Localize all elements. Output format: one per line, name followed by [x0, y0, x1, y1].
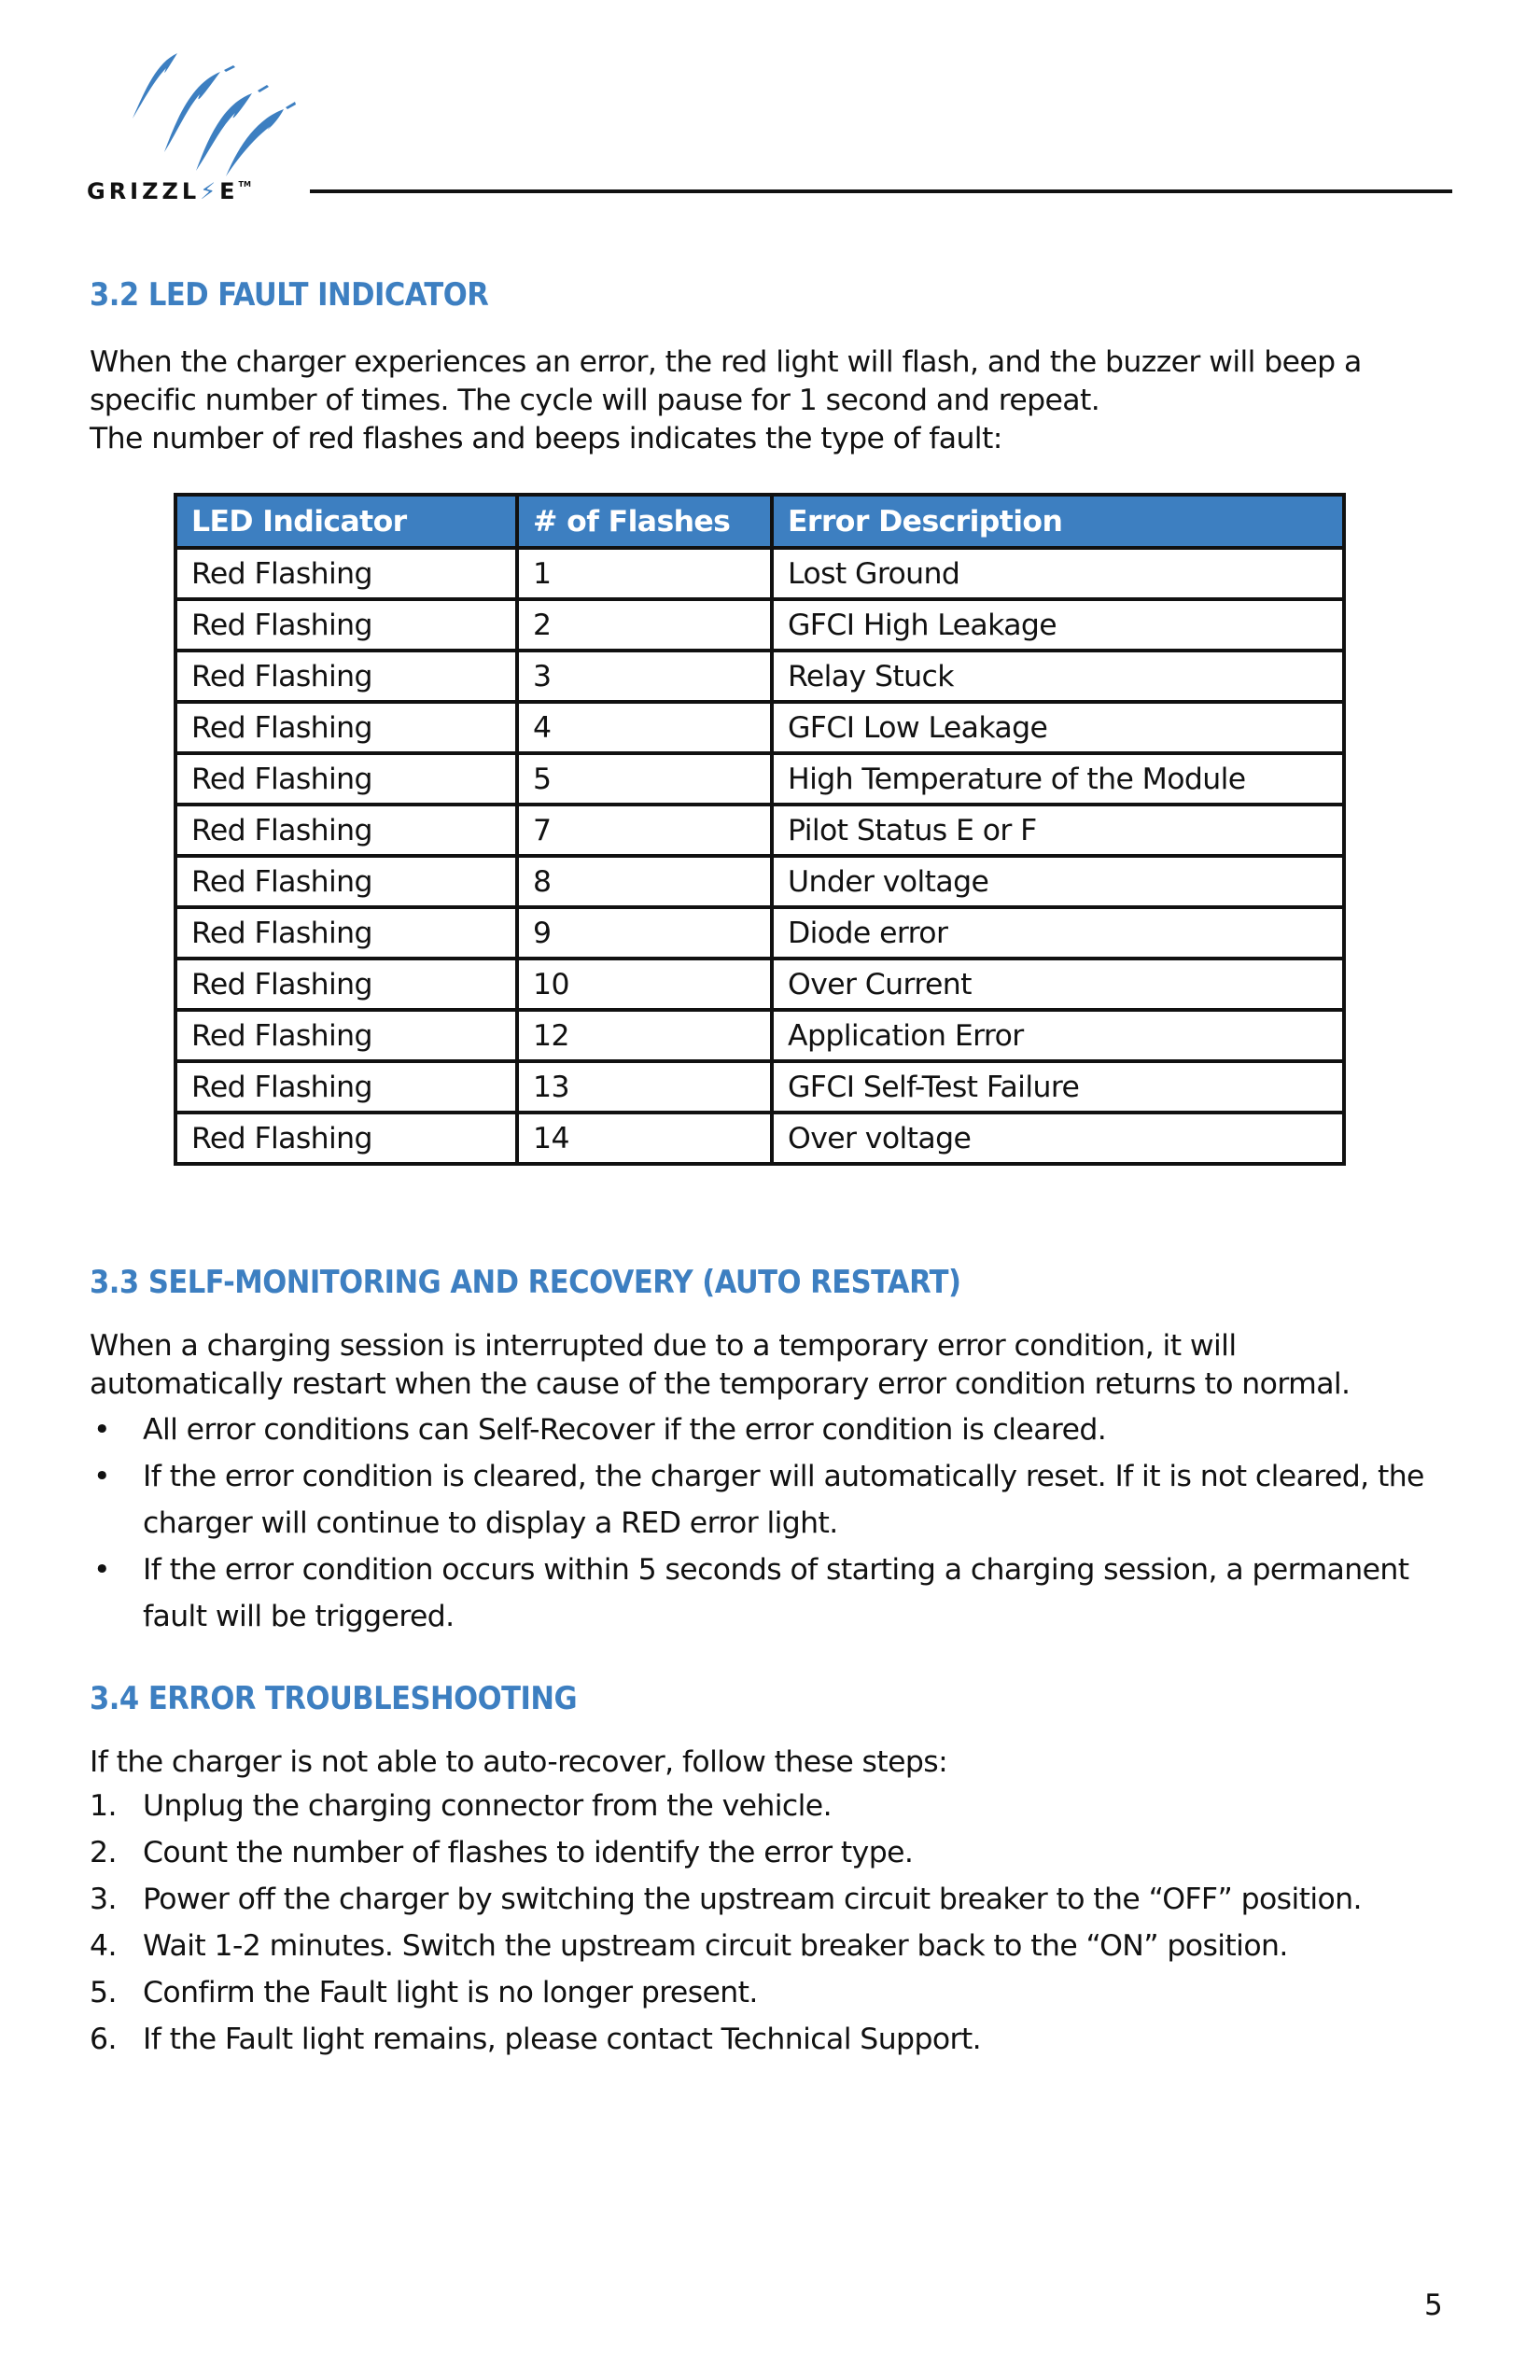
section-3-2-heading: 3.2 LED FAULT INDICATOR	[90, 276, 489, 314]
error-description-cell: High Temperature of the Module	[772, 753, 1344, 805]
step-number: 4.	[90, 1929, 117, 1963]
led-indicator-cell: Red Flashing	[175, 1113, 517, 1164]
claw-marks-icon	[119, 51, 297, 177]
led-indicator-cell: Red Flashing	[175, 1010, 517, 1061]
flash-count-cell: 14	[517, 1113, 772, 1164]
error-description-cell: Over voltage	[772, 1113, 1344, 1164]
led-indicator-cell: Red Flashing	[175, 702, 517, 753]
flash-count-cell: 4	[517, 702, 772, 753]
led-indicator-cell: Red Flashing	[175, 959, 517, 1010]
error-description-cell: GFCI High Leakage	[772, 599, 1344, 651]
header-divider	[310, 189, 1452, 193]
step-item: 1. Unplug the charging connector from the vehicle.	[90, 1783, 1462, 1829]
list-item: • If the error condition occurs within 5 seconds of starting a charging session, a permanent fault will be triggered.	[90, 1547, 1462, 1640]
flash-count-cell: 13	[517, 1061, 772, 1113]
section-3-4-heading: 3.4 ERROR TROUBLESHOOTING	[90, 1680, 578, 1717]
table-row	[175, 1010, 1344, 1061]
error-description-cell: Relay Stuck	[772, 651, 1344, 702]
column-header-led-indicator: LED Indicator	[175, 495, 517, 548]
error-description-cell: Diode error	[772, 907, 1344, 959]
step-number: 1.	[90, 1789, 117, 1823]
section-3-3-intro: When a charging session is interrupted due to a temporary error condition, it will automatically restart when the cause of the temporary error condition returns to normal.	[90, 1329, 1351, 1401]
recovery-bullet-list	[90, 1407, 1462, 1640]
step-item: 6. If the Fault light remains, please contact Technical Support.	[90, 2016, 1462, 2063]
error-description-cell: Application Error	[772, 1010, 1344, 1061]
flash-count-cell: 7	[517, 805, 772, 856]
flash-count-cell: 3	[517, 651, 772, 702]
table-row	[175, 702, 1344, 753]
flash-count-cell: 10	[517, 959, 772, 1010]
table-row	[175, 805, 1344, 856]
table-row	[175, 651, 1344, 702]
table-header-row	[175, 495, 1344, 548]
step-item: 5. Confirm the Fault light is no longer present.	[90, 1969, 1462, 2016]
led-indicator-cell: Red Flashing	[175, 1061, 517, 1113]
error-description-cell: Under voltage	[772, 856, 1344, 907]
table-row	[175, 907, 1344, 959]
step-item: 4. Wait 1-2 minutes. Switch the upstream circuit breaker back to the “ON” position.	[90, 1923, 1462, 1969]
table-row	[175, 548, 1344, 599]
bullet-icon: •	[93, 1413, 110, 1447]
section-3-2-intro: When the charger experiences an error, the red light will flash, and the buzzer will beep a specific number of times. The cycle will pause for 1 second and repeat. The number of red flashes and beeps indicates the type of fault:	[90, 345, 1362, 455]
led-indicator-cell: Red Flashing	[175, 753, 517, 805]
table-row	[175, 1061, 1344, 1113]
led-indicator-cell: Red Flashing	[175, 548, 517, 599]
troubleshooting-steps	[90, 1783, 1462, 2063]
error-description-cell: Pilot Status E or F	[772, 805, 1344, 856]
step-number: 6.	[90, 2023, 117, 2056]
flash-count-cell: 8	[517, 856, 772, 907]
brand-wordmark: GRIZZL⚡E™	[87, 178, 251, 204]
table-row	[175, 753, 1344, 805]
led-indicator-cell: Red Flashing	[175, 805, 517, 856]
table-row	[175, 599, 1344, 651]
section-3-3-heading: 3.3 SELF-MONITORING AND RECOVERY (AUTO RESTART)	[90, 1264, 961, 1301]
section-3-4-intro: If the charger is not able to auto-recover, follow these steps:	[90, 1745, 948, 1779]
list-item: • If the error condition is cleared, the charger will automatically reset. If it is not cleared, the charger will continue to display a RED error light.	[90, 1453, 1462, 1547]
error-description-cell: GFCI Low Leakage	[772, 702, 1344, 753]
table-row	[175, 1113, 1344, 1164]
flash-count-cell: 9	[517, 907, 772, 959]
step-number: 2.	[90, 1836, 117, 1869]
list-item: • All error conditions can Self-Recover if the error condition is cleared.	[90, 1407, 1462, 1453]
flash-count-cell: 1	[517, 548, 772, 599]
bullet-icon: •	[93, 1553, 110, 1587]
flash-count-cell: 12	[517, 1010, 772, 1061]
led-fault-table	[174, 493, 1346, 1166]
step-item: 2. Count the number of flashes to identify the error type.	[90, 1829, 1462, 1876]
column-header-error-description: Error Description	[772, 495, 1344, 548]
step-number: 3.	[90, 1883, 117, 1916]
error-description-cell: Lost Ground	[772, 548, 1344, 599]
trademark: TM	[238, 180, 251, 189]
page-number: 5	[1424, 2289, 1443, 2322]
step-number: 5.	[90, 1976, 117, 2009]
error-description-cell: Over Current	[772, 959, 1344, 1010]
led-indicator-cell: Red Flashing	[175, 651, 517, 702]
step-item: 3. Power off the charger by switching the upstream circuit breaker to the “OFF” position.	[90, 1876, 1462, 1923]
flash-count-cell: 5	[517, 753, 772, 805]
table-row	[175, 856, 1344, 907]
brand-logo	[87, 51, 292, 210]
table-row	[175, 959, 1344, 1010]
bullet-icon: •	[93, 1460, 110, 1493]
led-indicator-cell: Red Flashing	[175, 856, 517, 907]
led-indicator-cell: Red Flashing	[175, 599, 517, 651]
flash-count-cell: 2	[517, 599, 772, 651]
lightning-bolt-icon: ⚡	[200, 178, 220, 204]
error-description-cell: GFCI Self-Test Failure	[772, 1061, 1344, 1113]
led-indicator-cell: Red Flashing	[175, 907, 517, 959]
column-header-flashes: # of Flashes	[517, 495, 772, 548]
